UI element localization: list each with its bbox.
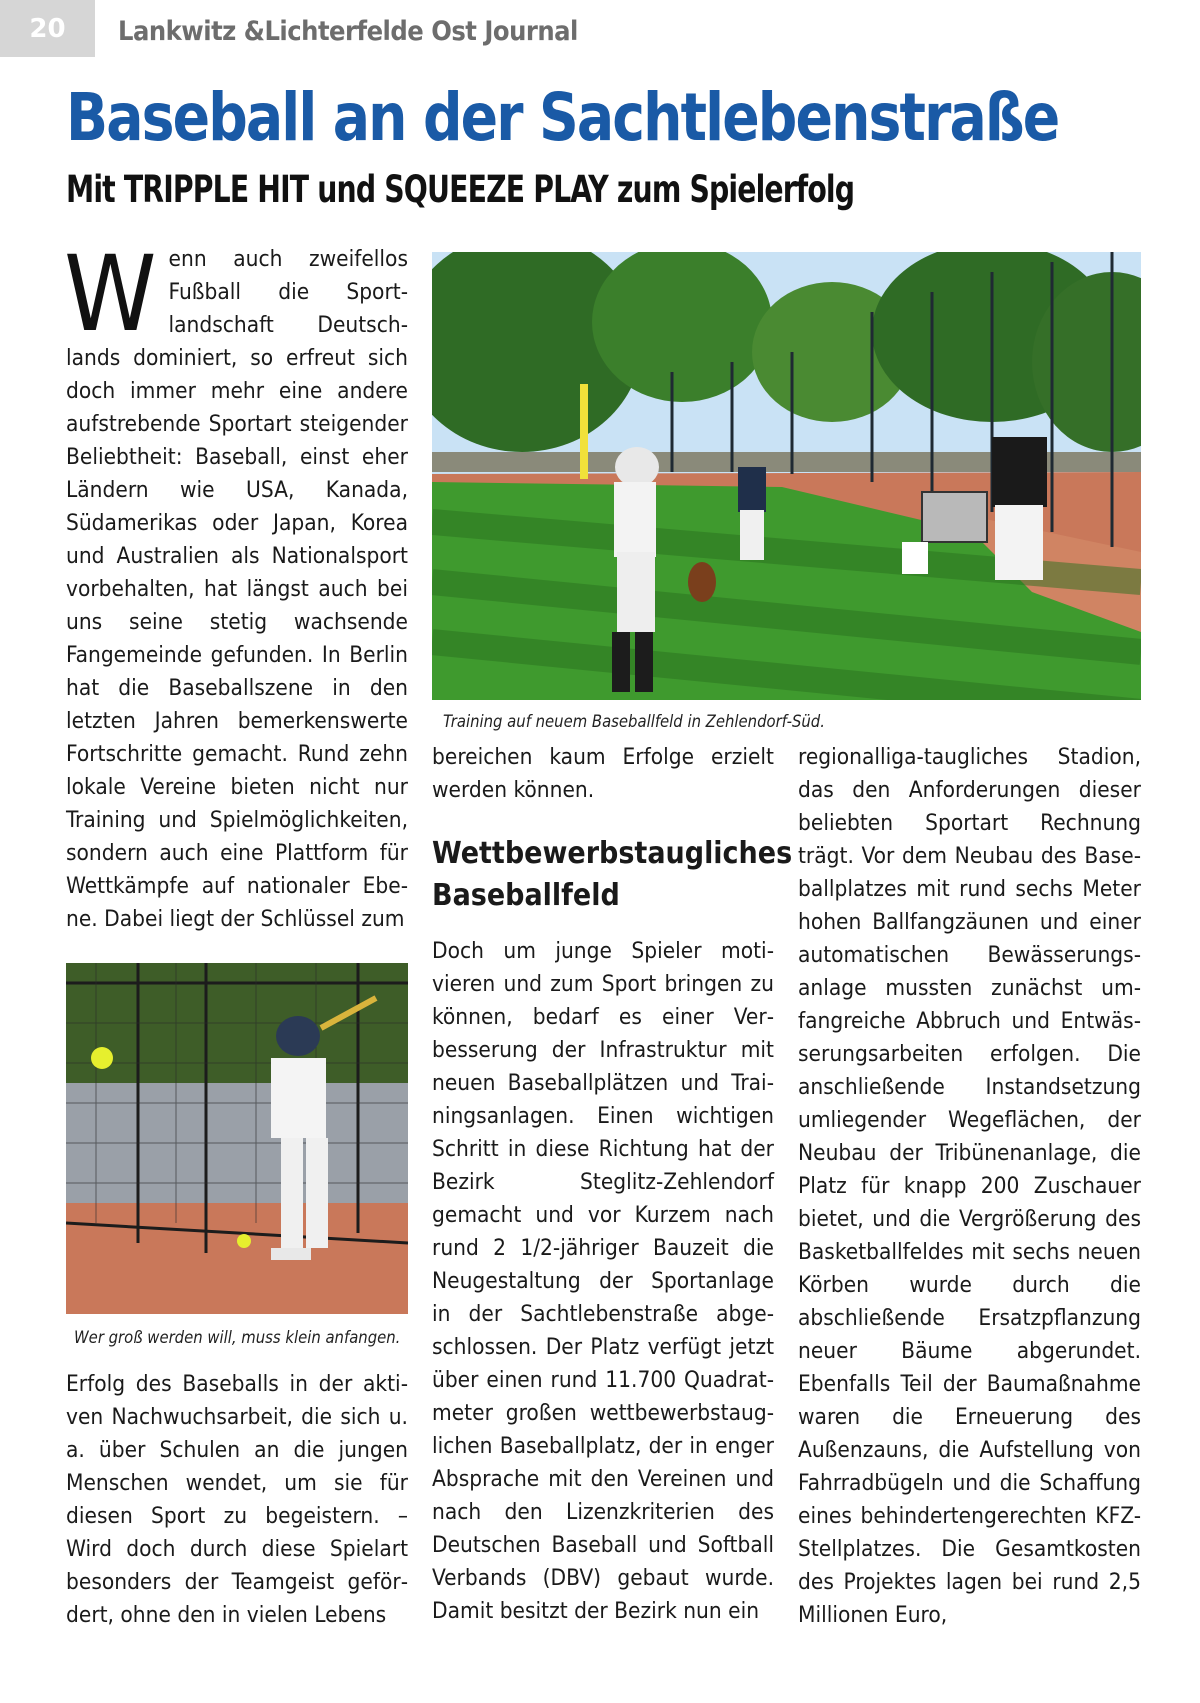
- drop-cap: W: [64, 233, 157, 355]
- article-title: Baseball an der Sachtlebenstraße: [66, 79, 1059, 156]
- young-batter-photo: [66, 963, 408, 1314]
- page-number: 20: [0, 0, 95, 57]
- journal-title: Lankwitz &Lichterfelde Ost Journal: [118, 16, 578, 47]
- main-training-photo: [432, 252, 1141, 700]
- section-heading: Wettbewerbstaugliches Baseballfeld: [432, 836, 793, 913]
- small-photo-caption: Wer groß werden will, muss klein anfangen.: [74, 1328, 401, 1347]
- article-subtitle: Mit TRIPPLE HIT und SQUEEZE PLAY zum Spielerfolg: [66, 168, 855, 211]
- column-1-top: [64, 233, 408, 936]
- column-2-intro: bereichen kaum Erfolge erzielt werden können.: [432, 744, 774, 803]
- batter-illustration: [66, 963, 408, 1314]
- main-photo-caption: Training auf neuem Baseballfeld in Zehlendorf-Süd.: [443, 712, 825, 731]
- column-2: [432, 741, 793, 1628]
- column-1-bottom-paragraph: Erfolg des Baseballs in der aktiven Nachwuchsarbeit, die sich u. a. über Schulen an die jungen Menschen wendet, um sie für diesen Sport zu begeistern. – Wird doch durch diese Spielart besonders der Teamgeist gefördert, ohne den in vielen Lebens: [66, 1371, 408, 1628]
- column-1-bottom: [66, 1368, 408, 1632]
- column-3-body: regionalliga-taugliches Stadion, das den Anforderungen dieser beliebten Sportart Rechnung trägt. Vor dem Neubau des Baseballplatzes mit rund sechs Meter hohen Ballfangzäunen und einer automatischen Bewässerungsanlage mussten zunächst umfangreiche Abbruch und Entwässerungsarbeiten erfolgen. Die anschließende Instandsetzung umliegender Wegeflächen, der Neubau der Tribünenanlage, die Platz für knapp 200 Zuschauer bietet, und die Vergrößerung des Basketballfeldes mit sechs neuen Körben wurde durch die abschließende Ersatzpflanzung neuer Bäume abgerundet. Ebenfalls Teil der Baumaßnahme waren die Erneuerung des Außenzauns, die Aufstellung von Fahrradbügeln und die Schaffung eines behindertengerechten KFZ-Stellplatzes. Die Gesamtkosten des Projektes lagen bei rund 2,5 Millionen Euro,: [798, 744, 1141, 1628]
- training-field-illustration: [432, 252, 1141, 700]
- intro-paragraph: enn auch zweifellos Fußball die Sportlandschaft Deutschlands dominiert, so erfreut sich doch immer mehr eine andere aufstrebende Sportart steigender Beliebtheit: Baseball, einst eher Ländern wie USA, Kanada, Südamerikas oder Japan, Korea und Australien als Nationalsport vorbehalten, hat längst auch bei uns seine stetig wachsende Fangemeinde gefunden. In Berlin hat die Baseballszene in den letzten Jahren bemerkenswerte Fortschritte gemacht. Rund zehn lokale Vereine bieten nicht nur Training und Spielmöglichkeiten, sondern auch eine Plattform für Wettkämpfe auf nationaler Ebene. Dabei liegt der Schlüssel zum: [66, 246, 408, 932]
- column-3: [798, 741, 1141, 1632]
- column-2-body: Doch um junge Spieler motivieren und zum Sport bringen zu können, bedarf es einer Verbesserung der Infrastruktur mit neuen Baseballplätzen und Trainingsanlagen. Einen wichtigen Schritt in diese Richtung hat der Bezirk Steglitz-Zehlendorf gemacht und vor Kurzem nach rund 2 1/2-jähriger Bauzeit die Neugestaltung der Sportanlage in der Sachtlebenstraße abgeschlossen. Der Platz verfügt jetzt über einen rund 11.700 Quadratmeter großen wettbewerbstauglichen Baseballplatz, der in enger Absprache mit den Vereinen und nach den Lizenzkriterien des Deutschen Baseball und Softball Verbands (DBV) gebaut wurde. Damit besitzt der Bezirk nun ein: [432, 938, 774, 1624]
